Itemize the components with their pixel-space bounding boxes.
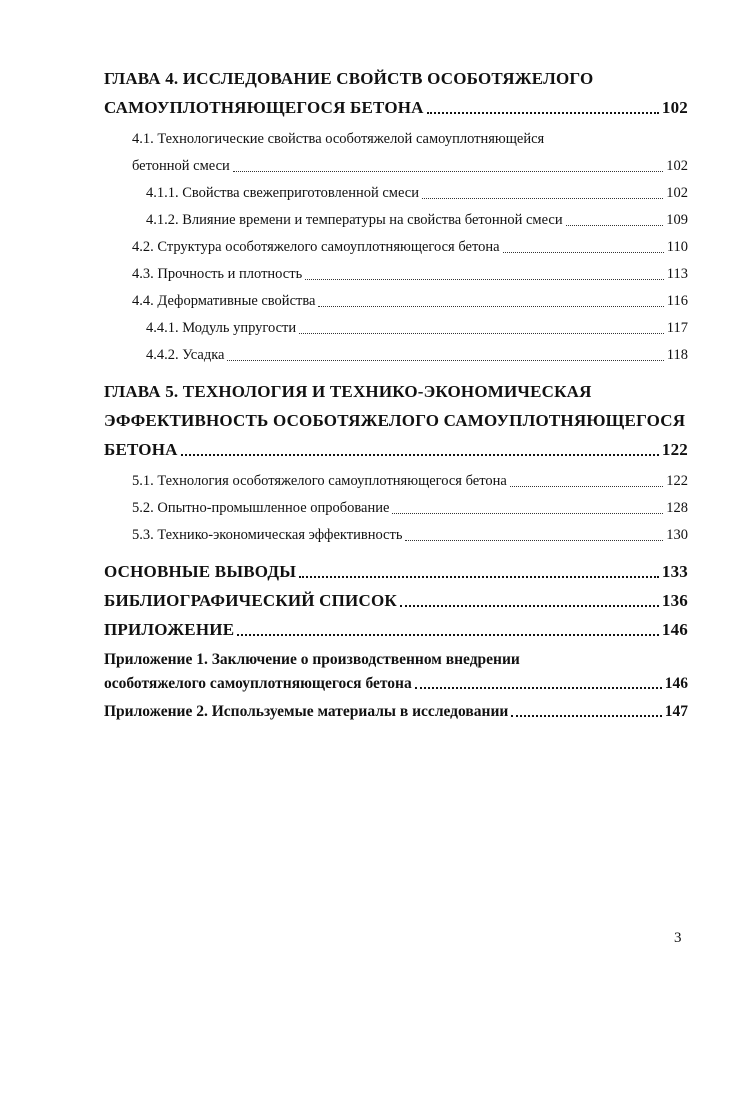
subsection-4-1-2-title: 4.1.2. Влияние времени и температуры на свойства бетонной смеси xyxy=(146,212,563,228)
toc-section-5-2 xyxy=(104,495,688,522)
page-number: 3 xyxy=(674,930,682,946)
subsection-4-1-1-entry xyxy=(146,180,688,207)
toc-subsection-4-4-2 xyxy=(104,342,688,369)
chapter-4-title-line1: ГЛАВА 4. ИССЛЕДОВАНИЕ СВОЙСТВ ОСОБОТЯЖЕЛОГО xyxy=(104,69,594,88)
appendix-1-title-line2: особотяжелого самоуплотняющегося бетона xyxy=(104,675,412,692)
subsection-4-1-2-page: 109 xyxy=(666,212,688,228)
toc-appendix-1 xyxy=(104,648,688,696)
leader-dots xyxy=(299,333,664,334)
subsection-4-4-1-page: 117 xyxy=(666,320,688,336)
appendix-2-page: 147 xyxy=(664,703,688,720)
section-4-4-entry xyxy=(132,288,688,315)
leader-dots xyxy=(237,634,659,636)
section-5-2-page: 128 xyxy=(666,500,688,516)
toc-section-5-3 xyxy=(104,522,688,549)
toc-appendix-2 xyxy=(104,700,688,724)
section-4-2-entry xyxy=(132,234,688,261)
section-4-1-entry xyxy=(132,153,688,180)
toc-bibliography xyxy=(104,586,688,615)
toc-section-5-1 xyxy=(104,468,688,495)
subsection-4-4-2-title: 4.4.2. Усадка xyxy=(146,347,225,363)
subsection-4-1-1-page: 102 xyxy=(666,185,688,201)
section-4-4-page: 116 xyxy=(666,293,688,309)
chapter-5-page: 122 xyxy=(661,440,688,459)
conclusions-page: 133 xyxy=(661,562,688,581)
toc-section-4-1 xyxy=(104,126,688,180)
chapter-5-title-line2: ЭФФЕКТИВНОСТЬ ОСОБОТЯЖЕЛОГО САМОУПЛОТНЯЮЩЕГОСЯ xyxy=(104,411,686,430)
subsection-4-4-1-title: 4.4.1. Модуль упругости xyxy=(146,320,297,336)
section-5-3-title: 5.3. Технико-экономическая эффективность xyxy=(132,527,403,543)
section-4-3-page: 113 xyxy=(666,266,688,282)
leader-dots xyxy=(566,225,664,226)
appendix-2-title: Приложение 2. Используемые материалы в исследовании xyxy=(104,703,509,720)
chapter-4-title-line2: САМОУПЛОТНЯЮЩЕГОСЯ БЕТОНА xyxy=(104,98,424,117)
toc-appendix xyxy=(104,615,688,644)
subsection-4-4-2-entry xyxy=(146,342,688,369)
section-4-3-title: 4.3. Прочность и плотность xyxy=(132,266,303,282)
leader-dots xyxy=(503,252,664,253)
chapter-4-entry xyxy=(104,93,688,122)
appendix-page: 146 xyxy=(661,620,688,639)
leader-dots xyxy=(318,306,663,307)
leader-dots xyxy=(305,279,664,280)
leader-dots xyxy=(511,715,661,717)
toc-subsection-4-1-2 xyxy=(104,207,688,234)
section-4-3-entry xyxy=(132,261,688,288)
section-5-2-entry xyxy=(132,495,688,522)
section-5-3-page: 130 xyxy=(666,527,688,543)
leader-dots xyxy=(392,513,663,514)
bibliography-entry xyxy=(104,586,688,615)
subsection-4-4-2-page: 118 xyxy=(666,347,688,363)
section-5-2-title: 5.2. Опытно-промышленное опробование xyxy=(132,500,390,516)
section-5-1-entry xyxy=(132,468,688,495)
section-4-1-title-line1: 4.1. Технологические свойства особотяжелой самоуплотняющейся xyxy=(132,131,545,147)
bibliography-page: 136 xyxy=(661,591,688,610)
leader-dots xyxy=(233,171,663,172)
appendix-1-title-line1: Приложение 1. Заключение о производственном внедрении xyxy=(104,651,520,668)
toc-subsection-4-4-1 xyxy=(104,315,688,342)
appendix-entry xyxy=(104,615,688,644)
subsection-4-1-2-entry xyxy=(146,207,688,234)
section-4-4-title: 4.4. Деформативные свойства xyxy=(132,293,316,309)
leader-dots xyxy=(415,687,662,689)
leader-dots xyxy=(227,360,663,361)
conclusions-entry xyxy=(104,557,688,586)
appendix-1-entry xyxy=(104,672,688,696)
appendix-2-entry xyxy=(104,700,688,724)
chapter-5-title-line3: БЕТОНА xyxy=(104,440,178,459)
section-4-1-title-line2: бетонной смеси xyxy=(132,158,230,174)
section-5-1-page: 122 xyxy=(666,473,688,489)
toc-chapter-4 xyxy=(104,64,688,122)
leader-dots xyxy=(510,486,663,487)
toc-section-4-3 xyxy=(104,261,688,288)
leader-dots xyxy=(181,454,659,456)
chapter-5-title-line1: ГЛАВА 5. ТЕХНОЛОГИЯ И ТЕХНИКО-ЭКОНОМИЧЕСКАЯ xyxy=(104,382,592,401)
section-4-2-title: 4.2. Структура особотяжелого самоуплотняющегося бетона xyxy=(132,239,500,255)
leader-dots xyxy=(405,540,663,541)
subsection-4-1-1-title: 4.1.1. Свойства свежеприготовленной смеси xyxy=(146,185,419,201)
toc-section-4-4 xyxy=(104,288,688,315)
leader-dots xyxy=(422,198,663,199)
leader-dots xyxy=(400,605,659,607)
table-of-contents xyxy=(104,64,688,724)
bibliography-title: БИБЛИОГРАФИЧЕСКИЙ СПИСОК xyxy=(104,591,397,610)
appendix-title: ПРИЛОЖЕНИЕ xyxy=(104,620,235,639)
toc-chapter-5 xyxy=(104,377,688,464)
section-4-1-page: 102 xyxy=(666,158,688,174)
section-5-1-title: 5.1. Технология особотяжелого самоуплотняющегося бетона xyxy=(132,473,507,489)
toc-subsection-4-1-1 xyxy=(104,180,688,207)
subsection-4-4-1-entry xyxy=(146,315,688,342)
section-4-2-page: 110 xyxy=(666,239,688,255)
toc-conclusions xyxy=(104,557,688,586)
chapter-4-page: 102 xyxy=(661,98,688,117)
leader-dots xyxy=(299,576,659,578)
appendix-1-page: 146 xyxy=(664,675,688,692)
section-5-3-entry xyxy=(132,522,688,549)
conclusions-title: ОСНОВНЫЕ ВЫВОДЫ xyxy=(104,562,297,581)
leader-dots xyxy=(427,112,659,114)
toc-section-4-2 xyxy=(104,234,688,261)
chapter-5-entry xyxy=(104,435,688,464)
